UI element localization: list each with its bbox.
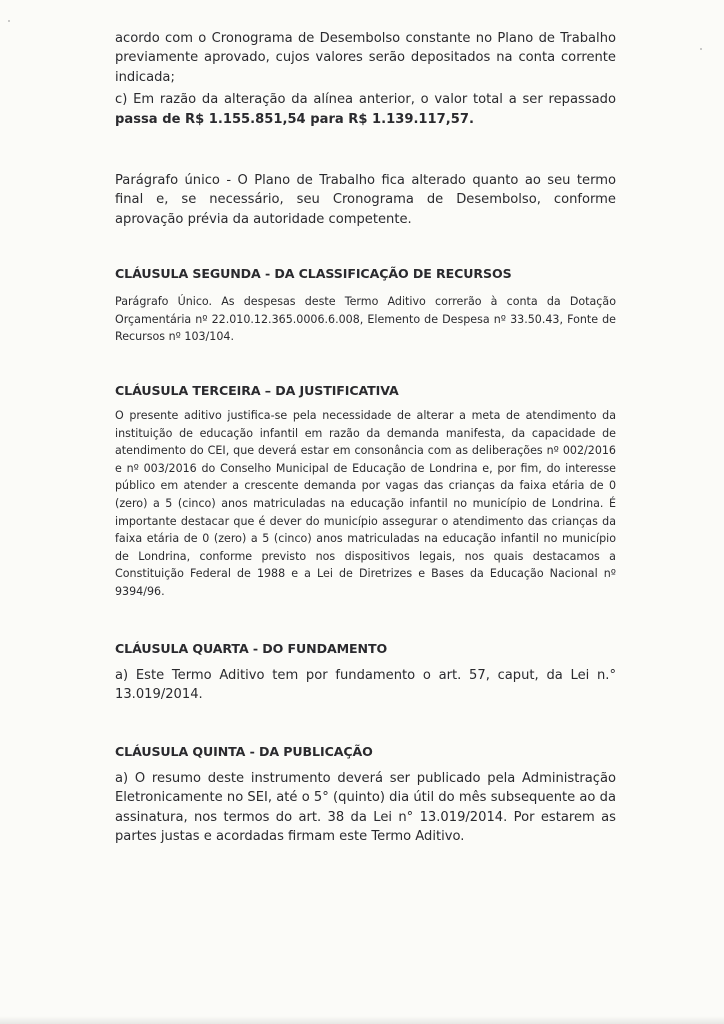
clausula-quinta-heading: CLÁUSULA QUINTA - DA PUBLICAÇÃO <box>115 744 373 759</box>
scan-bottom-edge <box>0 1016 724 1024</box>
item-c-text: c) Em razão da alteração da alínea anterior, o valor total a ser repassado <box>115 92 616 108</box>
paragrafo-unico-block <box>115 171 616 229</box>
clausula-segunda-heading: CLÁUSULA SEGUNDA - DA CLASSIFICAÇÃO DE RECURSOS <box>115 266 512 281</box>
item-c-paragraph <box>115 90 616 129</box>
clausula-terceira-text: O presente aditivo justifica-se pela necessidade de alterar a meta de atendimento da instituição de educação infantil em razão da demanda manifesta, da capacidade de atendimento do CEI, que deverá estar em consonância com as deliberações nº 002/2016 e nº 003/2016 do Conselho Municipal de Educação de Londrina e, por fim, do interesse público em atender a crescente demanda por vagas das crianças da faixa etária de 0 (zero) a 5 (cinco) anos matriculadas na educação infantil no município de Londrina. É importante destacar que é dever do município assegurar o atendimento das crianças da faixa etária de 0 (zero) a 5 (cinco) anos matriculadas na educação infantil no município de Londrina, conforme previsto nos dispositivos legais, nos quais destacamos a Constituição Federal de 1988 e a Lei de Diretrizes e Bases da Educação Nacional nº 9394/96. <box>115 409 616 598</box>
clausula-segunda-block <box>115 265 616 346</box>
clausula-terceira-block <box>115 382 616 601</box>
paragrafo-unico-text: Parágrafo único - O Plano de Trabalho fica alterado quanto ao seu termo final e, se necessário, seu Cronograma de Desembolso, conforme aprovação prévia da autoridade competente. <box>115 173 616 227</box>
clausula-quarta-text: a) Este Termo Aditivo tem por fundamento o art. 57, caput, da Lei n.° 13.019/2014. <box>115 668 616 703</box>
clausula-terceira-heading: CLÁUSULA TERCEIRA – DA JUSTIFICATIVA <box>115 383 399 398</box>
clausula-quarta-block <box>115 640 616 705</box>
clausula-quarta-heading: CLÁUSULA QUARTA - DO FUNDAMENTO <box>115 641 388 656</box>
item-c-values: passa de R$ 1.155.851,54 para R$ 1.139.117,57. <box>115 111 474 127</box>
intro-block <box>115 29 616 129</box>
scan-speck <box>700 48 702 50</box>
scan-speck <box>8 20 10 22</box>
clausula-segunda-text: Parágrafo Único. As despesas deste Termo Aditivo correrão à conta da Dotação Orçamentária nº 22.010.12.365.0006.6.008, Elemento de Despesa nº 33.50.43, Fonte de Recursos nº 103/104. <box>115 295 616 344</box>
intro-paragraph: acordo com o Cronograma de Desembolso constante no Plano de Trabalho previamente aprovado, cujos valores serão depositados na conta corrente indicada; <box>115 31 616 85</box>
clausula-quinta-block <box>115 743 616 847</box>
clausula-quinta-text: a) O resumo deste instrumento deverá ser publicado pela Administração Eletronicamente no SEI, até o 5° (quinto) dia útil do mês subsequente ao da assinatura, nos termos do art. 38 da Lei n° 13.019/2014. Por estarem as partes justas e acordadas firmam este Termo Aditivo. <box>115 771 616 845</box>
